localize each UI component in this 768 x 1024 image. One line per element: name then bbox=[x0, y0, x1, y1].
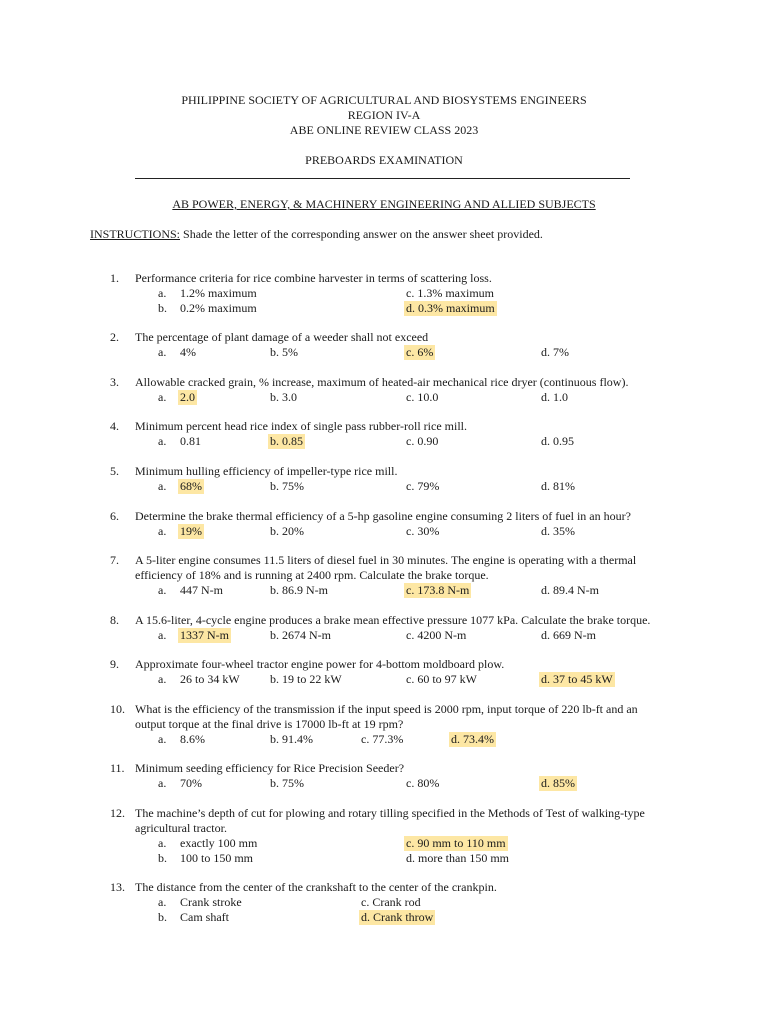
answer-choice-highlighted: 1337 N-m bbox=[180, 628, 229, 642]
answer-choice: c. 79% bbox=[406, 479, 440, 493]
answer-choice: b. 75% bbox=[270, 776, 304, 790]
question-number: 4. bbox=[110, 419, 119, 433]
question-number: 11. bbox=[110, 761, 125, 775]
answer-choice-highlighted: 68% bbox=[180, 479, 202, 493]
answer-choice: 70% bbox=[180, 776, 202, 790]
answer-choice: 100 to 150 mm bbox=[180, 851, 254, 865]
header-region: REGION IV-A bbox=[347, 108, 421, 122]
question-text: A 5-liter engine consumes 11.5 liters of diesel fuel in 30 minutes. The engine is operating with a thermal efficiency of 18% and is running at 2400 rpm. Calculate the brake torque. bbox=[135, 553, 637, 582]
answer-choice: 447 N-m bbox=[180, 583, 223, 597]
answer-choice: Cam shaft bbox=[180, 910, 229, 924]
choice-letter: b. bbox=[158, 301, 167, 315]
answer-choice: b. 3.0 bbox=[270, 390, 297, 404]
question-text: Performance criteria for rice combine harvester in terms of scattering loss. bbox=[135, 271, 492, 285]
answer-choice-highlighted: d. Crank throw bbox=[361, 910, 434, 924]
choice-letter: b. bbox=[158, 851, 167, 865]
answer-choice: c. 1.3% maximum bbox=[406, 286, 494, 300]
answer-choice: b. 91.4% bbox=[270, 732, 313, 746]
header-class: ABE ONLINE REVIEW CLASS 2023 bbox=[289, 123, 479, 137]
question-number: 7. bbox=[110, 553, 119, 567]
answer-choice-highlighted: d. 37 to 45 kW bbox=[541, 672, 613, 686]
instructions-label: INSTRUCTIONS: bbox=[90, 227, 181, 241]
answer-choice: c. 10.0 bbox=[406, 390, 439, 404]
answer-choice-highlighted: c. 6% bbox=[406, 345, 434, 359]
choice-letter: a. bbox=[158, 836, 167, 850]
question-text: Minimum percent head rice index of single pass rubber-roll rice mill. bbox=[135, 419, 467, 433]
answer-choice-highlighted: d. 73.4% bbox=[451, 732, 494, 746]
answer-choice-highlighted: c. 173.8 N-m bbox=[406, 583, 470, 597]
answer-choice: d. 669 N-m bbox=[541, 628, 596, 642]
header-org: PHILIPPINE SOCIETY OF AGRICULTURAL AND BIOSYSTEMS ENGINEERS bbox=[181, 93, 587, 107]
answer-choice: b. 86.9 N-m bbox=[270, 583, 328, 597]
choice-letter: a. bbox=[158, 672, 167, 686]
answer-choice: b. 5% bbox=[270, 345, 298, 359]
question-number: 3. bbox=[110, 375, 119, 389]
answer-choice-highlighted: 19% bbox=[180, 524, 202, 538]
question-number: 5. bbox=[110, 464, 119, 478]
choice-letter: b. bbox=[158, 910, 167, 924]
answer-choice: c. 77.3% bbox=[361, 732, 404, 746]
question-text: A 15.6-liter, 4-cycle engine produces a brake mean effective pressure 1077 kPa. Calculate the brake torque. bbox=[135, 613, 651, 627]
answer-choice: exactly 100 mm bbox=[180, 836, 258, 850]
question-text: What is the efficiency of the transmission if the input speed is 2000 rpm, input torque of 220 lb-ft and an output torque at the final drive is 17000 lb-ft at 19 rpm? bbox=[135, 702, 638, 731]
answer-choice: d. 7% bbox=[541, 345, 569, 359]
answer-choice: b. 75% bbox=[270, 479, 304, 493]
choice-letter: a. bbox=[158, 524, 167, 538]
choice-letter: a. bbox=[158, 286, 167, 300]
question-text: The percentage of plant damage of a weeder shall not exceed bbox=[135, 330, 429, 344]
choice-letter: a. bbox=[158, 732, 167, 746]
choice-letter: a. bbox=[158, 390, 167, 404]
answer-choice: b. 20% bbox=[270, 524, 304, 538]
answer-choice: 1.2% maximum bbox=[180, 286, 257, 300]
answer-choice: c. Crank rod bbox=[361, 895, 421, 909]
question-text: Minimum hulling efficiency of impeller-type rice mill. bbox=[135, 464, 398, 478]
choice-letter: a. bbox=[158, 345, 167, 359]
question-number: 6. bbox=[110, 509, 119, 523]
choice-letter: a. bbox=[158, 628, 167, 642]
question-text: Determine the brake thermal efficiency of a 5-hp gasoline engine consuming 2 liters of fuel in an hour? bbox=[135, 509, 631, 523]
question-text: The machine’s depth of cut for plowing and rotary tilling specified in the Methods of Test of walking-type agricultural tractor. bbox=[135, 806, 645, 835]
answer-choice: d. 1.0 bbox=[541, 390, 568, 404]
subject-line-wrap bbox=[0, 197, 768, 212]
question-number: 9. bbox=[110, 657, 119, 671]
answer-choice: d. more than 150 mm bbox=[406, 851, 509, 865]
choice-letter: a. bbox=[158, 434, 167, 448]
instructions bbox=[90, 227, 543, 242]
answer-choice: b. 2674 N-m bbox=[270, 628, 331, 642]
answer-choice: d. 81% bbox=[541, 479, 575, 493]
instructions-text: Shade the letter of the corresponding answer on the answer sheet provided. bbox=[180, 227, 543, 241]
header-exam: PREBOARDS EXAMINATION bbox=[305, 153, 463, 167]
subject-title: AB POWER, ENERGY, & MACHINERY ENGINEERING AND ALLIED SUBJECTS bbox=[172, 197, 596, 211]
answer-choice: 0.81 bbox=[180, 434, 201, 448]
question-number: 2. bbox=[110, 330, 119, 344]
answer-choice: b. 19 to 22 kW bbox=[270, 672, 342, 686]
question-text: Minimum seeding efficiency for Rice Precision Seeder? bbox=[135, 761, 405, 775]
answer-choice: d. 0.95 bbox=[541, 434, 574, 448]
choice-letter: a. bbox=[158, 583, 167, 597]
choice-letter: a. bbox=[158, 776, 167, 790]
question-number: 10. bbox=[110, 702, 125, 716]
answer-choice-highlighted: b. 0.85 bbox=[270, 434, 303, 448]
answer-choice: c. 4200 N-m bbox=[406, 628, 467, 642]
answer-choice-highlighted: d. 0.3% maximum bbox=[406, 301, 495, 315]
answer-choice: d. 35% bbox=[541, 524, 575, 538]
question-text: Allowable cracked grain, % increase, maximum of heated-air mechanical rice dryer (continuous flow). bbox=[135, 375, 629, 389]
choice-letter: a. bbox=[158, 895, 167, 909]
question-number: 13. bbox=[110, 880, 125, 894]
answer-choice: Crank stroke bbox=[180, 895, 242, 909]
answer-choice: d. 89.4 N-m bbox=[541, 583, 599, 597]
question-number: 8. bbox=[110, 613, 119, 627]
answer-choice: 4% bbox=[180, 345, 196, 359]
question-number: 1. bbox=[110, 271, 119, 285]
header-divider bbox=[135, 178, 630, 179]
question-text: Approximate four-wheel tractor engine power for 4-bottom moldboard plow. bbox=[135, 657, 505, 671]
question-number: 12. bbox=[110, 806, 125, 820]
question-text: The distance from the center of the crankshaft to the center of the crankpin. bbox=[135, 880, 497, 894]
answer-choice: c. 60 to 97 kW bbox=[406, 672, 477, 686]
answer-choice: 26 to 34 kW bbox=[180, 672, 240, 686]
answer-choice: 8.6% bbox=[180, 732, 205, 746]
choice-letter: a. bbox=[158, 479, 167, 493]
answer-choice-highlighted: c. 90 mm to 110 mm bbox=[406, 836, 506, 850]
answer-choice-highlighted: 2.0 bbox=[180, 390, 195, 404]
answer-choice: c. 30% bbox=[406, 524, 440, 538]
answer-choice: c. 80% bbox=[406, 776, 440, 790]
answer-choice: c. 0.90 bbox=[406, 434, 439, 448]
answer-choice: 0.2% maximum bbox=[180, 301, 257, 315]
answer-choice-highlighted: d. 85% bbox=[541, 776, 575, 790]
